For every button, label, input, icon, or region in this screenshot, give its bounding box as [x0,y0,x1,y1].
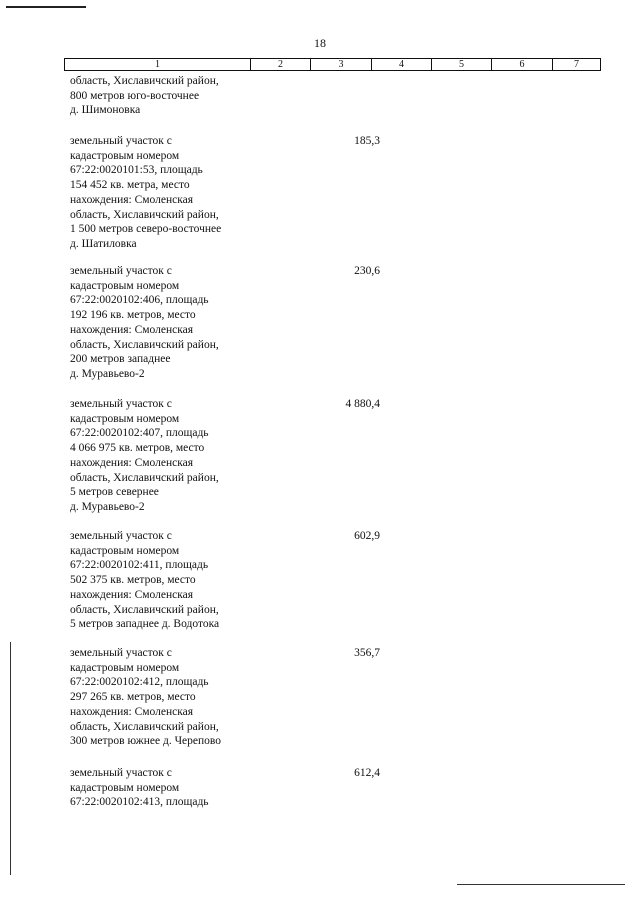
table-column-header [64,58,601,71]
land-plot-value: 4 880,4 [345,398,380,410]
scan-artifact-bottom-line [457,884,625,885]
land-plot-value: 602,9 [354,530,380,542]
scan-artifact-left-line [10,642,11,875]
scan-artifact-top-line [6,6,86,8]
land-plot-description: земельный участок с кадастровым номером 67:22:0020102:411, площадь 502 375 кв. метров, место нахождения: Смоленская область, Хиславичский район, 5 метров западнее д. Водотока [70,530,220,631]
column-number: 7 [552,59,600,70]
land-plot-description: земельный участок с кадастровым номером 67:22:0020102:413, площадь [70,767,209,809]
column-number: 1 [155,59,160,70]
page-number: 18 [314,36,326,50]
land-plot-value: 612,4 [354,767,380,779]
column-number: 5 [431,59,491,70]
land-plot-value: 185,3 [354,135,380,147]
land-plot-description: земельный участок с кадастровым номером 67:22:0020102:407, площадь 4 066 975 кв. метров, место нахождения: Смоленская область, Хиславичский район, 5 метров севернее д. Муравьево-2 [70,398,219,513]
land-plot-description: область, Хиславичский район, 800 метров юго-восточнее д. Шимоновка [70,75,219,117]
land-plot-description: земельный участок с кадастровым номером 67:22:0020102:412, площадь 297 265 кв. метров, место нахождения: Смоленская область, Хиславичский район, 300 метров южнее д. Черепово [70,647,222,748]
land-plot-description: земельный участок с кадастровым номером 67:22:0020101:53, площадь 154 452 кв. метра, место нахождения: Смоленская область, Хиславичский район, 1 500 метров северо-восточнее д. Шатиловка [70,135,222,250]
land-plot-value: 356,7 [354,647,380,659]
land-plot-value: 230,6 [354,265,380,277]
column-number: 4 [371,59,431,70]
land-plot-description: земельный участок с кадастровым номером 67:22:0020102:406, площадь 192 196 кв. метров, место нахождения: Смоленская область, Хиславичский район, 200 метров западнее д. Муравьево-2 [70,265,219,380]
column-number: 6 [491,59,552,70]
column-number: 2 [250,59,310,70]
column-number: 3 [310,59,371,70]
